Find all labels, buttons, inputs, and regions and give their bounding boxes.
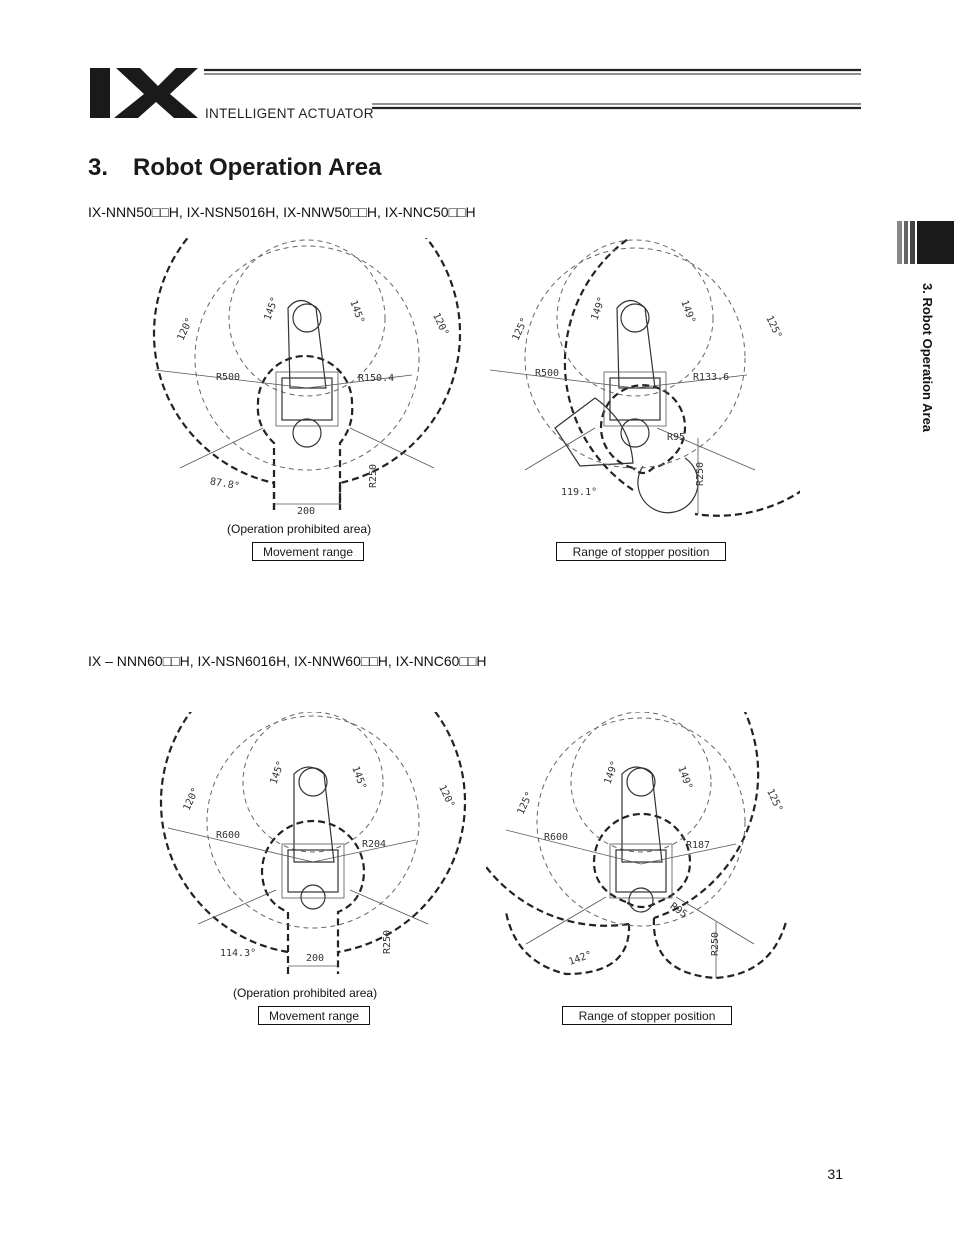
- dim-bottom-angle: 87.8°: [208, 476, 241, 493]
- dim-line: [635, 375, 747, 388]
- prohibited-area-caption: (Operation prohibited area): [233, 986, 378, 1000]
- brand-name: INTELLIGENT ACTUATOR: [205, 106, 374, 121]
- logo-letter-x: [114, 68, 198, 118]
- logo-letter-i: [90, 68, 110, 118]
- dim-angle-side-right: 125°: [764, 787, 785, 814]
- movement-range-label: Movement range: [258, 1006, 370, 1025]
- dim-bottom-angle: 114.3°: [220, 948, 257, 959]
- joint-shoulder: [621, 304, 649, 332]
- page-number: 31: [827, 1166, 843, 1182]
- side-tab-block: [917, 221, 954, 264]
- base-plate: [276, 372, 338, 426]
- dim-bottom-radius: R250: [710, 931, 721, 956]
- inner-prohibited-boundary: [601, 385, 685, 473]
- outer-boundary: [161, 712, 465, 974]
- dim-stopper-radius: R95: [667, 900, 689, 921]
- dim-inner-radius: R204: [362, 839, 387, 850]
- dim-outer-radius: R600: [544, 832, 569, 843]
- dim-angle-side-right: 120°: [436, 783, 457, 810]
- arm-link: [617, 301, 655, 389]
- dim-angle-side-right: 120°: [430, 311, 451, 338]
- section-number: 3.: [88, 154, 109, 181]
- stopper-range-diagram-50: [485, 238, 800, 520]
- dim-inner-radius: R150.4: [358, 373, 395, 384]
- dim-bottom-angle: 142°: [567, 949, 594, 968]
- model-list-50: IX-NNN50□□H, IX-NSN5016H, IX-NNW50□□H, IX-NNC50□□H: [88, 204, 476, 220]
- dim-line: [526, 897, 606, 944]
- stopper-range-label: Range of stopper position: [556, 542, 726, 561]
- side-tab-marker: [897, 221, 954, 264]
- joint-elbow: [301, 885, 325, 909]
- stopper-range-label: Range of stopper position: [562, 1006, 732, 1025]
- dim-bottom-radius: R250: [368, 463, 379, 488]
- dim-line: [350, 890, 428, 924]
- dim-inner-radius: R133.6: [693, 372, 730, 383]
- dim-inner-radius: R187: [686, 840, 711, 851]
- movement-range-diagram-50: [150, 238, 465, 520]
- dim-bottom-radius: R250: [382, 929, 393, 954]
- dim-outer-radius: R500: [216, 372, 241, 383]
- base-plate: [604, 372, 666, 426]
- side-tab-stripe: [897, 221, 902, 264]
- dim-line: [198, 890, 276, 924]
- dim-angle-side-left: 125°: [515, 790, 536, 817]
- dim-stopper-radius: R95: [667, 432, 686, 443]
- dim-line: [168, 828, 313, 862]
- stopper-lobe: [638, 458, 698, 513]
- section-title-text: Robot Operation Area: [133, 154, 382, 181]
- side-tab-stripe: [910, 221, 915, 264]
- joint-shoulder: [627, 768, 655, 796]
- base-body: [610, 378, 660, 420]
- dim-angle-top-right: 149°: [678, 298, 697, 326]
- dim-angle-top-left: 149°: [589, 295, 609, 322]
- dim-outer-radius: R500: [535, 368, 560, 379]
- dim-bottom-angle: 119.1°: [561, 487, 598, 498]
- dim-angle-top-right: 145°: [347, 298, 366, 326]
- inner-reach-circle: [525, 248, 745, 468]
- dim-outer-radius: R600: [216, 830, 241, 841]
- movement-range-label: Movement range: [252, 542, 364, 561]
- outer-boundary: [154, 238, 460, 510]
- arm-link: [294, 767, 334, 862]
- stopper-range-diagram-60: [486, 712, 801, 987]
- base-body: [616, 850, 666, 892]
- dim-line: [525, 428, 595, 470]
- dim-angle-side-left: 120°: [175, 316, 196, 343]
- dim-angle-side-left: 120°: [181, 786, 202, 813]
- dim-angle-top-right: 149°: [675, 764, 694, 792]
- dim-angle-top-left: 145°: [268, 759, 288, 786]
- joint-shoulder: [299, 768, 327, 796]
- dim-angle-top-left: 145°: [262, 295, 282, 322]
- inner-prohibited-boundary: [594, 814, 690, 907]
- side-tab-label: 3. Robot Operation Area: [920, 283, 935, 433]
- arm-link: [622, 767, 662, 862]
- section-title: [88, 154, 381, 182]
- movement-range-diagram-60: [158, 712, 473, 987]
- dim-line: [490, 370, 635, 388]
- base-body: [288, 850, 338, 892]
- dim-bottom-radius: R250: [695, 461, 706, 486]
- dim-angle-side-left: 125°: [510, 316, 531, 343]
- model-list-60: IX – NNN60□□H, IX-NSN6016H, IX-NNW60□□H, IX-NNC60□□H: [88, 653, 487, 669]
- dim-angle-top-left: 149°: [602, 759, 622, 786]
- outer-boundary: [565, 238, 800, 516]
- prohibited-area-caption: (Operation prohibited area): [227, 522, 372, 536]
- side-tab-stripe: [904, 221, 908, 264]
- inner-prohibited-boundary: [262, 821, 364, 952]
- dim-angle-side-right: 125°: [763, 314, 784, 341]
- joint-elbow: [293, 419, 321, 447]
- dim-line: [506, 830, 641, 864]
- inner-reach-circle: [195, 246, 419, 470]
- dim-width: 200: [297, 506, 316, 517]
- dim-width: 200: [306, 953, 325, 964]
- dim-angle-top-right: 145°: [349, 764, 368, 792]
- inner-reach-circle: [537, 718, 745, 926]
